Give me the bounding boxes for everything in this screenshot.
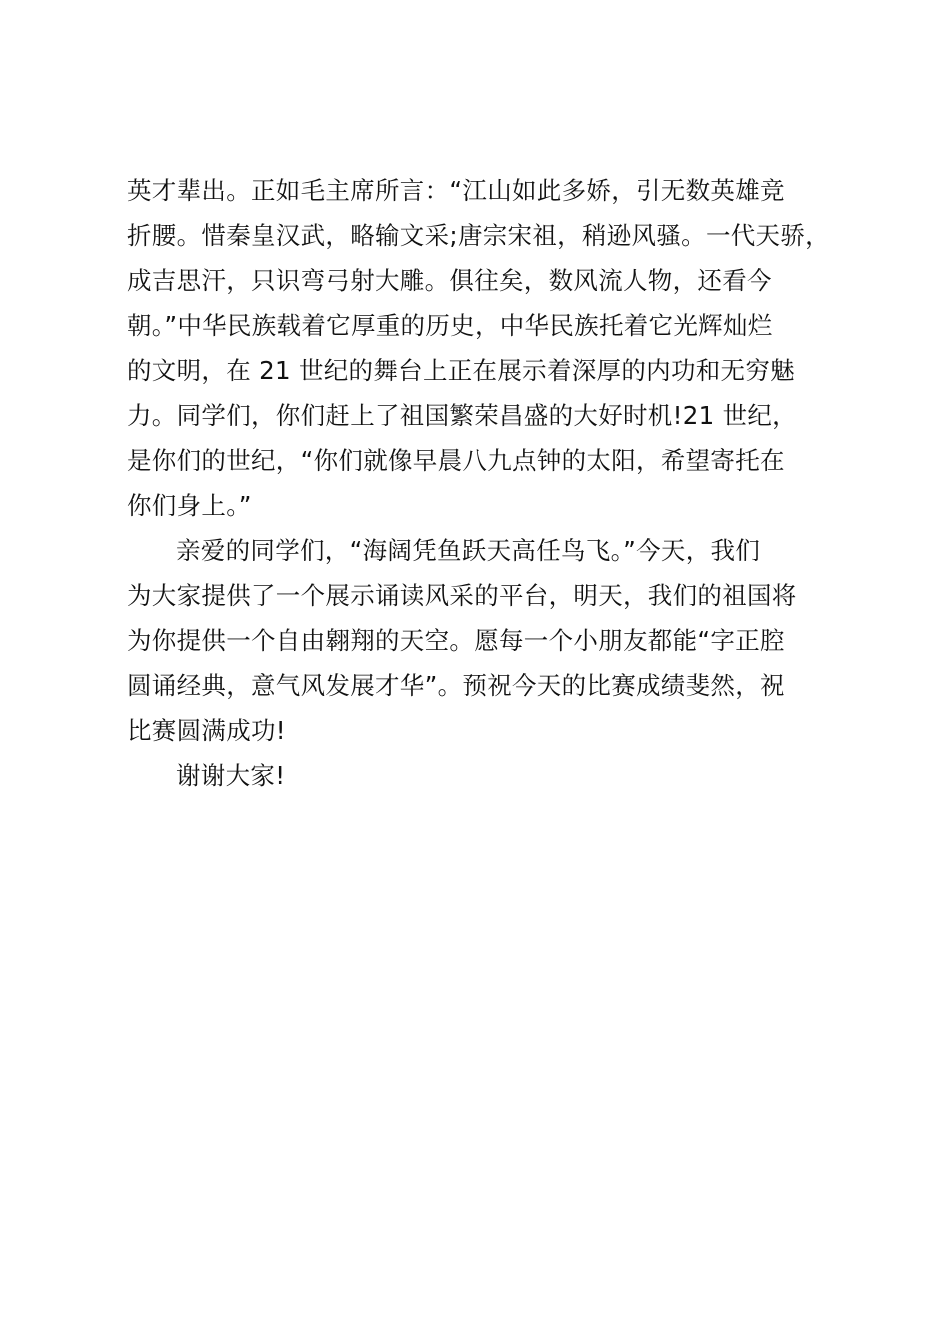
text-line: 成吉思汗，只识弯弓射大雕。俱往矣，数风流人物，还看今	[127, 266, 772, 295]
text-line: 你们身上。”	[127, 491, 252, 520]
text-line: 力。同学们，你们赶上了祖国繁荣昌盛的大好时机!21 世纪，	[127, 401, 797, 430]
text-line: 圆诵经典，意气风发展才华”。预祝今天的比赛成绩斐然，祝	[127, 671, 785, 700]
text-line: 折腰。惜秦皇汉武，略输文采;唐宗宋祖，稍逊风骚。一代天骄，	[127, 221, 830, 250]
text-line: 为你提供一个自由翱翔的天空。愿每一个小朋友都能“字正腔	[127, 626, 785, 655]
paragraph-2	[127, 528, 837, 753]
text-line: 亲爱的同学们，“海阔凭鱼跃天高任鸟飞。”今天，我们	[176, 536, 761, 565]
text-line: 朝。”中华民族载着它厚重的历史，中华民族托着它光辉灿烂	[127, 311, 773, 340]
text-line: 的文明，在 21 世纪的舞台上正在展示着深厚的内功和无穷魅	[127, 356, 795, 385]
text-line: 比赛圆满成功!	[127, 716, 286, 745]
body-text	[127, 168, 837, 798]
paragraph-3	[127, 753, 837, 798]
paragraph-1	[127, 168, 837, 528]
text-line: 为大家提供了一个展示诵读风采的平台，明天，我们的祖国将	[127, 581, 797, 610]
text-line: 英才辈出。正如毛主席所言：“江山如此多娇，引无数英雄竞	[127, 176, 785, 205]
text-line: 谢谢大家!	[176, 761, 286, 790]
text-line: 是你们的世纪，“你们就像早晨八九点钟的太阳，希望寄托在	[127, 446, 785, 475]
